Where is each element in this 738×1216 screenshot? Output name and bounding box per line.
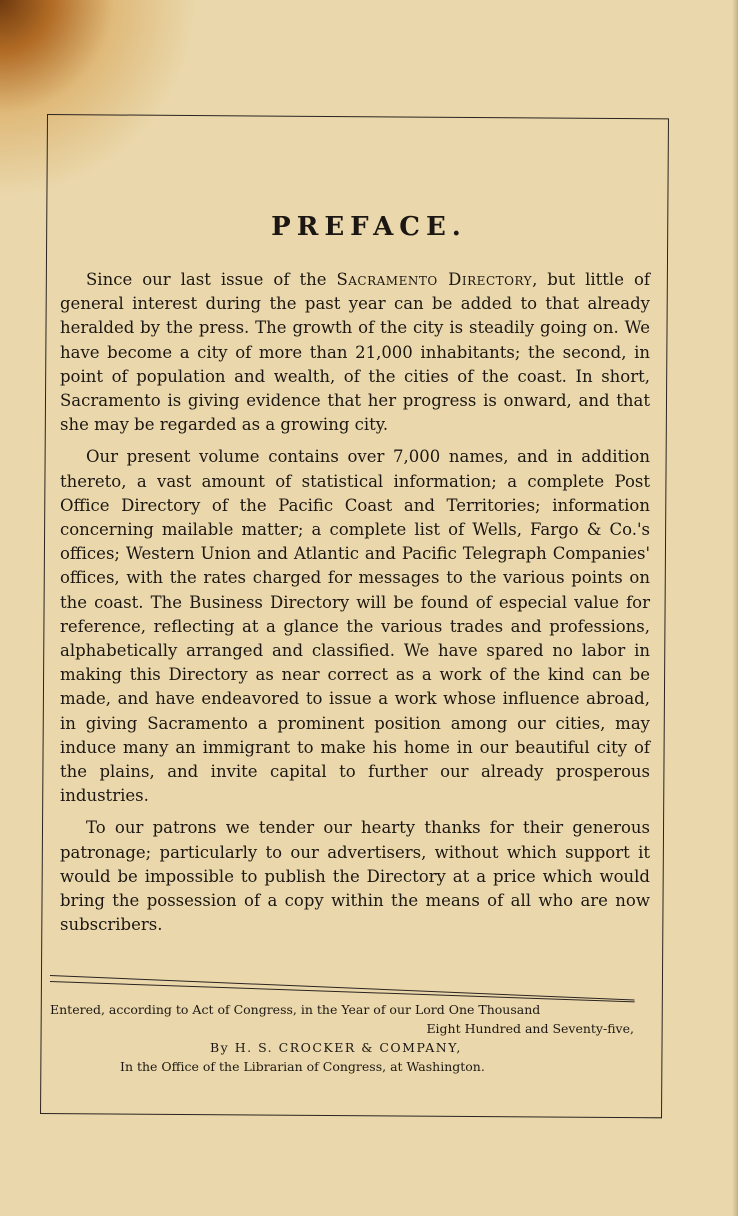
copyright-line-2: Eight Hundred and Seventy-five, <box>426 1021 634 1036</box>
copyright-line-3: By H. S. CROCKER & COMPANY, <box>210 1040 462 1055</box>
copyright-line-1: Entered, according to Act of Congress, in the Year of our Lord One Thousand <box>50 1002 541 1017</box>
paragraph-1 <box>60 268 650 437</box>
directory-name: Sacramento Directory <box>336 270 533 289</box>
page-title: PREFACE. <box>271 212 467 242</box>
copyright-line-4: In the Office of the Librarian of Congress, at Washington. <box>120 1059 485 1074</box>
paragraph-2: Our present volume contains over 7,000 names, and in addition thereto, a vast amount of statistical information; a complete Post Office Directory of the Pacific Coast and Territories; information concerning mailable matter; a complete list of Wells, Fargo & Co.'s offices; Western Union and Atlantic and Pacific Telegraph Companies' offices, with the rates charged for messages to the various points on the coast. The Business Directory will be found of especial value for reference, reflecting at a glance the various trades and professions, alphabetically arranged and classified. We have spared no labor in making this Directory as near correct as a work of the kind can be made, and have endeavored to issue a work whose influence abroad, in giving Sacramento a prominent position among our cities, may induce many an immigrant to make his home in our beautiful city of the plains, and invite capital to further our already prosperous industries. <box>60 447 650 806</box>
page-edge-shadow <box>732 0 738 1216</box>
paragraph-3: To our patrons we tender our hearty thanks for their generous patronage; particularly to our advertisers, without which support it would be impossible to publish the Directory at a price which would bring the possession of a copy within the means of all who are now subscribers. <box>60 818 650 935</box>
preface-body <box>60 268 650 945</box>
paragraph-1-post: , but little of general interest during the past year can be added to that already heralded by the press. The growth of the city is steadily going on. We have become a city of more than 21,000 inhabitants; the second, in point of population and wealth, of the cities of the coast. In short, Sacramento is giving evidence that her progress is onward, and that she may be regarded as a growing city. <box>60 270 650 435</box>
paragraph-1-pre: Since our last issue of the <box>86 270 337 289</box>
copyright-notice <box>50 1000 640 1076</box>
